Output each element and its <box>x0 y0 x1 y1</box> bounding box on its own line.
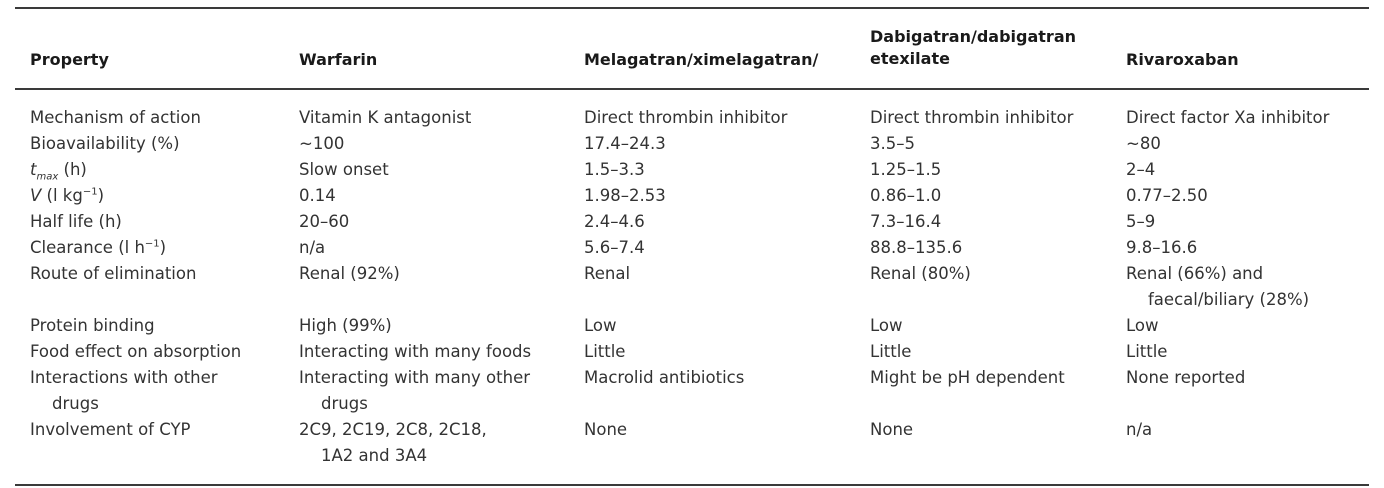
cell-dabigatran: None <box>870 420 914 439</box>
cell-property-line2: drugs <box>52 394 99 413</box>
cell-warfarin <box>299 365 530 417</box>
cell-warfarin-line1: 2C9, 2C19, 2C8, 2C18, <box>299 420 487 439</box>
cell-property: Protein binding <box>30 316 155 335</box>
tmax-unit: (h) <box>58 160 87 179</box>
clearance-close: ) <box>159 238 167 257</box>
cell-rivaroxaban <box>1126 261 1309 313</box>
cell-melagatran: 17.4–24.3 <box>584 134 666 153</box>
cell-rivaroxaban: 2–4 <box>1126 160 1156 179</box>
cell-dabigatran: 1.25–1.5 <box>870 160 942 179</box>
cell-warfarin: n/a <box>299 238 326 257</box>
cell-melagatran: 5.6–7.4 <box>584 238 645 257</box>
header-dabigatran-line1: Dabigatran/dabigatran <box>870 27 1076 46</box>
cell-property: Bioavailability (%) <box>30 134 180 153</box>
cell-property: Route of elimination <box>30 264 197 283</box>
cell-dabigatran: 0.86–1.0 <box>870 186 942 205</box>
cell-property: Mechanism of action <box>30 108 201 127</box>
cell-warfarin: Vitamin K antagonist <box>299 108 472 127</box>
cell-warfarin: Slow onset <box>299 160 389 179</box>
cell-dabigatran: Little <box>870 342 912 361</box>
cell-warfarin <box>299 417 487 469</box>
cell-dabigatran: Might be pH dependent <box>870 368 1065 387</box>
cell-rivaroxaban-line1: Renal (66%) and <box>1126 264 1264 283</box>
cell-rivaroxaban: Low <box>1126 316 1159 335</box>
cell-warfarin: 20–60 <box>299 212 350 231</box>
cell-rivaroxaban: 9.8–16.6 <box>1126 238 1198 257</box>
volume-superscript: −1 <box>82 186 98 198</box>
header-dabigatran <box>870 26 1076 70</box>
cell-warfarin-line2: 1A2 and 3A4 <box>321 446 428 465</box>
cell-dabigatran: Renal (80%) <box>870 264 971 283</box>
cell-melagatran: Macrolid antibiotics <box>584 368 745 387</box>
table-bottom-rule <box>15 484 1369 486</box>
cell-rivaroxaban: 0.77–2.50 <box>1126 186 1208 205</box>
header-warfarin: Warfarin <box>299 50 378 69</box>
header-dabigatran-line2: etexilate <box>870 49 950 68</box>
cell-rivaroxaban: None reported <box>1126 368 1246 387</box>
cell-property-line1: Interactions with other <box>30 368 218 387</box>
cell-warfarin-line1: Interacting with many other <box>299 368 530 387</box>
header-property: Property <box>30 50 109 69</box>
cell-melagatran: 1.98–2.53 <box>584 186 666 205</box>
volume-unit: (l kg <box>41 186 83 205</box>
cell-dabigatran: 88.8–135.6 <box>870 238 963 257</box>
cell-rivaroxaban: Direct factor Xa inhibitor <box>1126 108 1330 127</box>
clearance-label: Clearance (l h <box>30 238 145 257</box>
cell-melagatran: Little <box>584 342 626 361</box>
cell-property: Half life (h) <box>30 212 122 231</box>
clearance-superscript: −1 <box>144 238 160 250</box>
volume-variable: V <box>30 186 42 205</box>
cell-rivaroxaban-line2: faecal/biliary (28%) <box>1148 290 1310 309</box>
cell-property <box>30 183 104 209</box>
tmax-subscript: max <box>36 171 59 183</box>
cell-property <box>30 235 166 261</box>
header-rivaroxaban: Rivaroxaban <box>1126 50 1239 69</box>
cell-melagatran: 1.5–3.3 <box>584 160 645 179</box>
cell-warfarin: High (99%) <box>299 316 392 335</box>
cell-warfarin: Interacting with many foods <box>299 342 532 361</box>
cell-rivaroxaban: n/a <box>1126 420 1153 439</box>
table-header-rule <box>15 88 1369 90</box>
cell-melagatran: Low <box>584 316 617 335</box>
cell-melagatran: None <box>584 420 628 439</box>
cell-melagatran: Renal <box>584 264 631 283</box>
header-melagatran: Melagatran/ximelagatran/ <box>584 50 819 69</box>
cell-warfarin-line2: drugs <box>321 394 368 413</box>
cell-dabigatran: Direct thrombin inhibitor <box>870 108 1074 127</box>
table-top-rule <box>15 7 1369 9</box>
cell-property <box>30 365 218 417</box>
cell-melagatran: 2.4–4.6 <box>584 212 645 231</box>
cell-property: Food effect on absorption <box>30 342 242 361</box>
volume-close: ) <box>97 186 105 205</box>
tmax-variable: t <box>30 160 37 179</box>
cell-rivaroxaban: 5–9 <box>1126 212 1156 231</box>
cell-rivaroxaban: ~80 <box>1126 134 1161 153</box>
cell-property <box>30 157 87 183</box>
cell-dabigatran: 3.5–5 <box>870 134 915 153</box>
cell-warfarin: 0.14 <box>299 186 336 205</box>
cell-dabigatran: 7.3–16.4 <box>870 212 942 231</box>
cell-property: Involvement of CYP <box>30 420 191 439</box>
cell-warfarin: Renal (92%) <box>299 264 400 283</box>
cell-melagatran: Direct thrombin inhibitor <box>584 108 788 127</box>
cell-warfarin: ~100 <box>299 134 345 153</box>
cell-rivaroxaban: Little <box>1126 342 1168 361</box>
cell-dabigatran: Low <box>870 316 903 335</box>
